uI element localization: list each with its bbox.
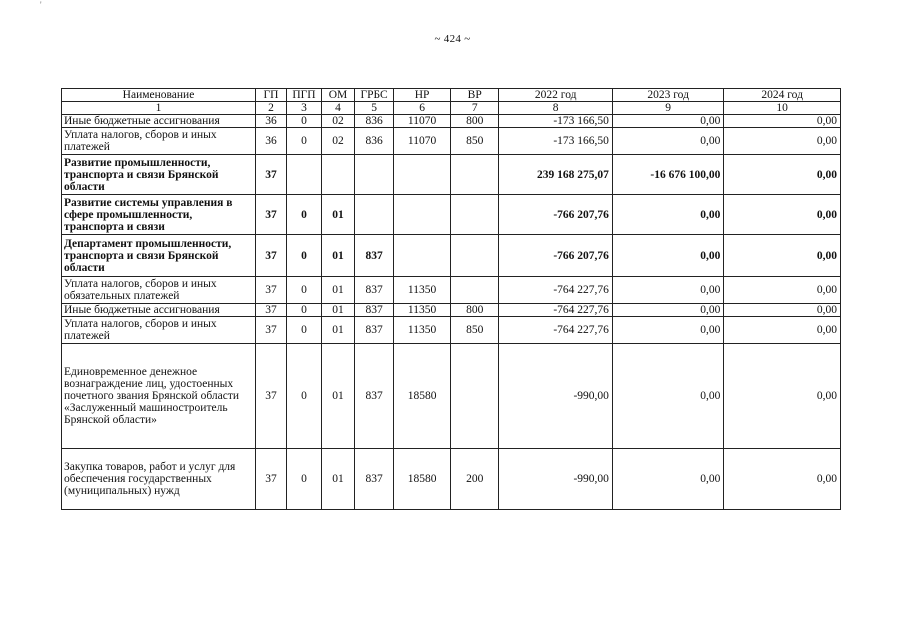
- row-2023: 0,00: [612, 128, 723, 155]
- row-2022: -764 227,76: [499, 317, 612, 344]
- row-vr: [450, 195, 498, 235]
- header-nr: НР: [394, 89, 451, 102]
- row-om: 02: [322, 115, 355, 128]
- row-2023: 0,00: [612, 277, 723, 304]
- column-number: 4: [322, 102, 355, 115]
- row-grbs: 837: [355, 317, 394, 344]
- header-om: ОМ: [322, 89, 355, 102]
- column-number: 5: [355, 102, 394, 115]
- row-2024: 0,00: [724, 115, 841, 128]
- row-vr: 850: [450, 317, 498, 344]
- row-grbs: 837: [355, 235, 394, 277]
- header-2022: 2022 год: [499, 89, 612, 102]
- row-om: 01: [322, 304, 355, 317]
- row-name: Развитие системы управления в сфере промышленности, транспорта и связи: [62, 195, 256, 235]
- column-number: 6: [394, 102, 451, 115]
- header-name: Наименование: [62, 89, 256, 102]
- row-nr: [394, 235, 451, 277]
- row-name: Уплата налогов, сборов и иных обязательных платежей: [62, 277, 256, 304]
- row-vr: [450, 155, 498, 195]
- budget-table: [61, 88, 841, 510]
- row-2024: 0,00: [724, 449, 841, 510]
- row-pgp: 0: [286, 304, 321, 317]
- row-grbs: 837: [355, 304, 394, 317]
- row-gp: 37: [255, 195, 286, 235]
- table-row: [62, 195, 841, 235]
- table-row: [62, 317, 841, 344]
- table-row: [62, 235, 841, 277]
- row-pgp: 0: [286, 277, 321, 304]
- row-pgp: 0: [286, 115, 321, 128]
- row-2022: -766 207,76: [499, 195, 612, 235]
- column-number: 2: [255, 102, 286, 115]
- row-gp: 37: [255, 304, 286, 317]
- row-name: Иные бюджетные ассигнования: [62, 115, 256, 128]
- row-pgp: 0: [286, 449, 321, 510]
- row-nr: 11350: [394, 277, 451, 304]
- row-2022: -173 166,50: [499, 128, 612, 155]
- table-row: [62, 449, 841, 510]
- row-2023: 0,00: [612, 195, 723, 235]
- row-grbs: [355, 195, 394, 235]
- row-2022: -990,00: [499, 344, 612, 449]
- row-grbs: [355, 155, 394, 195]
- row-om: 02: [322, 128, 355, 155]
- row-2024: 0,00: [724, 155, 841, 195]
- row-vr: 850: [450, 128, 498, 155]
- row-2023: -16 676 100,00: [612, 155, 723, 195]
- row-pgp: 0: [286, 344, 321, 449]
- row-om: 01: [322, 235, 355, 277]
- header-gp: ГП: [255, 89, 286, 102]
- row-nr: 11070: [394, 128, 451, 155]
- row-grbs: 837: [355, 277, 394, 304]
- row-vr: [450, 277, 498, 304]
- row-2022: -766 207,76: [499, 235, 612, 277]
- row-gp: 37: [255, 317, 286, 344]
- row-2024: 0,00: [724, 128, 841, 155]
- row-2022: -173 166,50: [499, 115, 612, 128]
- row-2024: 0,00: [724, 277, 841, 304]
- column-number: 9: [612, 102, 723, 115]
- row-name: Уплата налогов, сборов и иных платежей: [62, 128, 256, 155]
- row-name: Закупка товаров, работ и услуг для обеспечения государственных (муниципальных) нужд: [62, 449, 256, 510]
- row-2023: 0,00: [612, 115, 723, 128]
- row-vr: [450, 344, 498, 449]
- column-number: 7: [450, 102, 498, 115]
- column-number: 3: [286, 102, 321, 115]
- row-om: 01: [322, 449, 355, 510]
- row-pgp: 0: [286, 317, 321, 344]
- page-number: ~ 424 ~: [434, 33, 471, 45]
- table-row: [62, 277, 841, 304]
- column-number: 1: [62, 102, 256, 115]
- row-gp: 37: [255, 155, 286, 195]
- row-gp: 37: [255, 235, 286, 277]
- row-2022: -990,00: [499, 449, 612, 510]
- row-2023: 0,00: [612, 317, 723, 344]
- row-grbs: 836: [355, 128, 394, 155]
- row-grbs: 837: [355, 344, 394, 449]
- row-2024: 0,00: [724, 235, 841, 277]
- row-gp: 37: [255, 344, 286, 449]
- column-number: 8: [499, 102, 612, 115]
- row-2023: 0,00: [612, 449, 723, 510]
- row-2024: 0,00: [724, 195, 841, 235]
- corner-mark: ': [40, 0, 42, 10]
- row-nr: 11350: [394, 317, 451, 344]
- header-2024: 2024 год: [724, 89, 841, 102]
- row-om: 01: [322, 344, 355, 449]
- row-2023: 0,00: [612, 235, 723, 277]
- column-number-row: [62, 102, 841, 115]
- row-nr: 11350: [394, 304, 451, 317]
- row-2022: -764 227,76: [499, 277, 612, 304]
- row-gp: 37: [255, 277, 286, 304]
- row-2023: 0,00: [612, 304, 723, 317]
- row-2024: 0,00: [724, 344, 841, 449]
- row-nr: [394, 155, 451, 195]
- row-2022: -764 227,76: [499, 304, 612, 317]
- row-name: Уплата налогов, сборов и иных платежей: [62, 317, 256, 344]
- table-row: [62, 128, 841, 155]
- header-vr: ВР: [450, 89, 498, 102]
- row-vr: 200: [450, 449, 498, 510]
- row-pgp: [286, 155, 321, 195]
- row-2024: 0,00: [724, 304, 841, 317]
- row-2023: 0,00: [612, 344, 723, 449]
- row-name: Единовременное денежное вознаграждение лиц, удостоенных почетного звания Брянской области «Заслуженный машиностроитель Брянской области»: [62, 344, 256, 449]
- row-om: 01: [322, 277, 355, 304]
- row-pgp: 0: [286, 195, 321, 235]
- row-nr: 18580: [394, 344, 451, 449]
- header-grbs: ГРБС: [355, 89, 394, 102]
- row-2022: 239 168 275,07: [499, 155, 612, 195]
- header-row: [62, 89, 841, 102]
- row-nr: [394, 195, 451, 235]
- row-om: 01: [322, 195, 355, 235]
- row-gp: 37: [255, 449, 286, 510]
- row-vr: [450, 235, 498, 277]
- header-pgp: ПГП: [286, 89, 321, 102]
- row-nr: 11070: [394, 115, 451, 128]
- row-name: Иные бюджетные ассигнования: [62, 304, 256, 317]
- row-pgp: 0: [286, 128, 321, 155]
- row-vr: 800: [450, 115, 498, 128]
- row-om: [322, 155, 355, 195]
- row-name: Департамент промышленности, транспорта и связи Брянской области: [62, 235, 256, 277]
- row-nr: 18580: [394, 449, 451, 510]
- column-number: 10: [724, 102, 841, 115]
- table-row: [62, 344, 841, 449]
- row-grbs: 837: [355, 449, 394, 510]
- table-row: [62, 115, 841, 128]
- table-row: [62, 304, 841, 317]
- row-vr: 800: [450, 304, 498, 317]
- row-gp: 36: [255, 115, 286, 128]
- row-om: 01: [322, 317, 355, 344]
- table-row: [62, 155, 841, 195]
- row-name: Развитие промышленности, транспорта и связи Брянской области: [62, 155, 256, 195]
- row-grbs: 836: [355, 115, 394, 128]
- row-2024: 0,00: [724, 317, 841, 344]
- row-pgp: 0: [286, 235, 321, 277]
- header-2023: 2023 год: [612, 89, 723, 102]
- row-gp: 36: [255, 128, 286, 155]
